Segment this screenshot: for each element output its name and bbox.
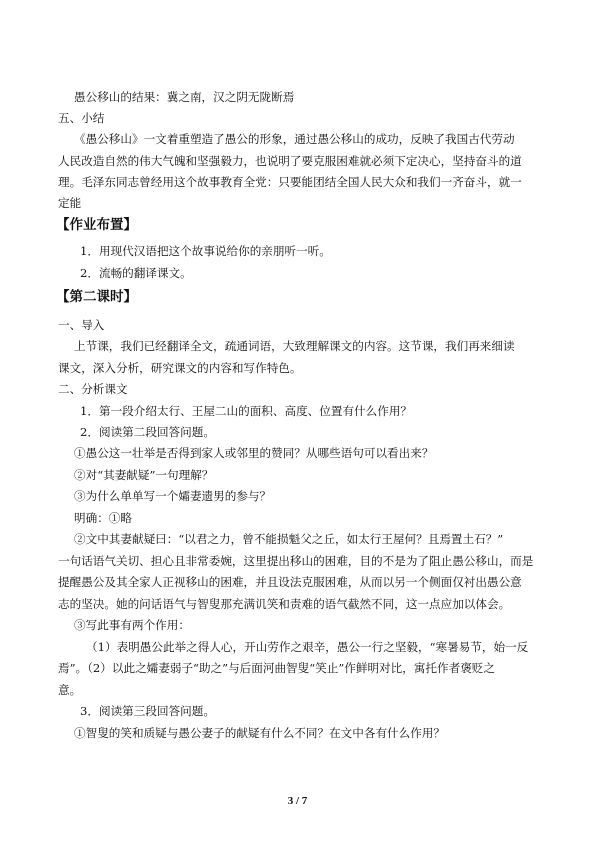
- section-heading: 二、分析课文: [58, 382, 128, 396]
- text-line: 愚公移山的结果：冀之南，汉之阴无陇断焉: [74, 90, 295, 104]
- list-item: 3．阅读第三段回答问题。: [80, 704, 215, 718]
- text-line: 理。毛泽东同志曾经用这个故事教育全党：只要能团结全国人民大众和我们一齐奋斗，就一: [58, 175, 522, 189]
- homework-heading: 【作业布置】: [56, 217, 137, 233]
- list-item: 1．第一段介绍太行、王屋二山的面积、高度、位置有什么作用？: [80, 404, 413, 418]
- text-line: 《愚公移山》一文着重塑造了愚公的形象，通过愚公移山的成功，反映了我国古代劳动: [74, 132, 515, 146]
- question-item: ③为什么单单写一个孀妻遗男的参与？: [74, 489, 272, 503]
- list-item: 2．流畅的翻译课文。: [80, 266, 192, 280]
- question-item: ①愚公这一壮举是否得到家人或邻里的赞同？从哪些语句可以看出来？: [74, 446, 434, 460]
- list-item: 1．用现代汉语把这个故事说给你的亲朋听一听。: [80, 244, 331, 258]
- text-line: 上节课，我们已经翻译全文，疏通词语，大致理解课文的内容。这节课，我们再来细读: [74, 339, 515, 353]
- list-item: 2．阅读第二段回答问题。: [80, 425, 215, 439]
- text-line: （1）表明愚公此举之得人心，开山劳作之艰辛，愚公一行之坚毅，“寒暑易节，始一反: [86, 640, 529, 654]
- answer-label: 明确：①略: [74, 511, 132, 525]
- text-line: 课文，深入分析，研究课文的内容和写作特色。: [58, 361, 302, 375]
- text-line: ②文中其妻献疑曰：“以君之力，曾不能损魁父之丘，如太行王屋何？且焉置土石？”: [74, 532, 504, 546]
- text-line: 人民改造自然的伟大气魄和坚强毅力，也说明了要克服困难就必须下定决心，坚持奋斗的道: [58, 154, 522, 168]
- second-lesson-heading: 【第二课时】: [56, 289, 137, 305]
- text-line: ③写此事有两个作用：: [74, 618, 190, 632]
- question-item: ①智叟的笑和质疑与愚公妻子的献疑有什么不同？在文中各有什么作用？: [74, 726, 446, 740]
- section-heading: 五、小结: [58, 111, 105, 125]
- text-line: 一句话语气关切、担心且非常委婉，这里提出移山的困难，目的不是为了阻止愚公移山，而是: [58, 554, 534, 568]
- text-line: 意。: [58, 683, 82, 697]
- section-heading: 一、导入: [58, 318, 105, 332]
- text-line: 定能: [58, 196, 82, 210]
- text-line: 志的坚决。她的问话语气与智叟那充满讥笑和责难的语气截然不同，这一点应加以体会。: [58, 597, 511, 611]
- text-line: 焉”。（2）以此之孀妻弱子“助之”与后面河曲智叟“笑止”作鲜明对比，寓托作者褒贬之: [58, 661, 495, 675]
- text-line: 提醒愚公及其全家人正视移山的困难，并且设法克服困难，从而以另一个侧面仅衬出愚公意: [58, 575, 522, 589]
- page-number: 3 / 7: [287, 795, 308, 807]
- question-item: ②对“其妻献疑”一句理解？: [74, 468, 214, 482]
